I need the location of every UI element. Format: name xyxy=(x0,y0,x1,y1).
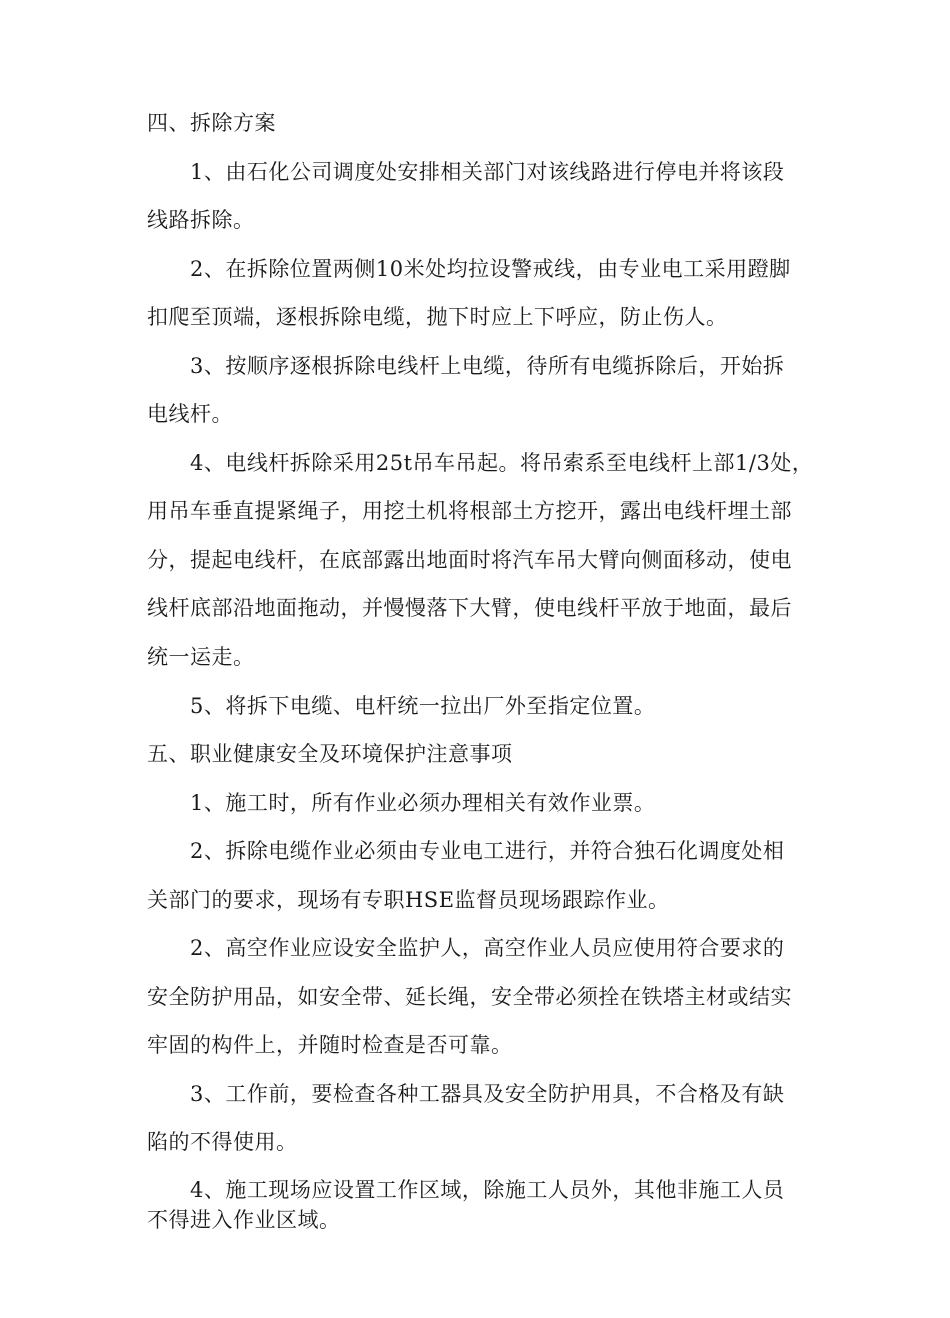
section-heading-4: 四、拆除方案 xyxy=(147,111,276,135)
paragraph-line: 扣爬至顶端，逐根拆除电缆，抛下时应上下呼应，防止伤人。 xyxy=(147,305,728,329)
paragraph-line: 关部门的要求，现场有专职HSE监督员现场跟踪作业。 xyxy=(147,888,670,912)
paragraph-line: 安全防护用品，如安全带、延长绳，安全带必须拴在铁塔主材或结实 xyxy=(147,985,792,1009)
paragraph-line: 2、在拆除位置两侧10米处均拉设警戒线，由专业电工采用蹬脚 xyxy=(190,257,791,281)
paragraph-line: 3、按顺序逐根拆除电线杆上电缆，待所有电缆拆除后，开始拆 xyxy=(190,354,785,378)
paragraph-line: 不得进入作业区域。 xyxy=(147,1208,341,1232)
paragraph-line: 线杆底部沿地面拖动，并慢慢落下大臂，使电线杆平放于地面，最后 xyxy=(147,596,792,620)
section-heading-5: 五、职业健康安全及环境保护注意事项 xyxy=(147,742,513,766)
paragraph-line: 牢固的构件上，并随时检查是否可靠。 xyxy=(147,1033,513,1057)
paragraph-line: 5、将拆下电缆、电杆统一拉出厂外至指定位置。 xyxy=(190,694,656,718)
paragraph-line: 线路拆除。 xyxy=(147,208,255,232)
paragraph-line: 用吊车垂直提紧绳子，用挖土机将根部土方挖开，露出电线杆埋土部 xyxy=(147,499,792,523)
paragraph-line: 分，提起电线杆，在底部露出地面时将汽车吊大臂向侧面移动，使电 xyxy=(147,548,792,572)
paragraph-line: 2、高空作业应设安全监护人，高空作业人员应使用符合要求的 xyxy=(190,936,785,960)
paragraph-line: 电线杆。 xyxy=(147,402,233,426)
paragraph-line: 1、施工时，所有作业必须办理相关有效作业票。 xyxy=(190,791,656,815)
paragraph-line: 3、工作前，要检查各种工器具及安全防护用具，不合格及有缺 xyxy=(190,1082,785,1106)
paragraph-line: 统一运走。 xyxy=(147,645,255,669)
paragraph-line: 陷的不得使用。 xyxy=(147,1130,298,1154)
paragraph-line: 2、拆除电缆作业必须由专业电工进行，并符合独石化调度处相 xyxy=(190,839,785,863)
paragraph-line: 4、电线杆拆除采用25t吊车吊起。将吊索系至电线杆上部1/3处， xyxy=(190,451,814,475)
paragraph-line: 1、由石化公司调度处安排相关部门对该线路进行停电并将该段 xyxy=(190,160,785,184)
paragraph-line: 4、施工现场应设置工作区域，除施工人员外，其他非施工人员 xyxy=(190,1178,785,1202)
